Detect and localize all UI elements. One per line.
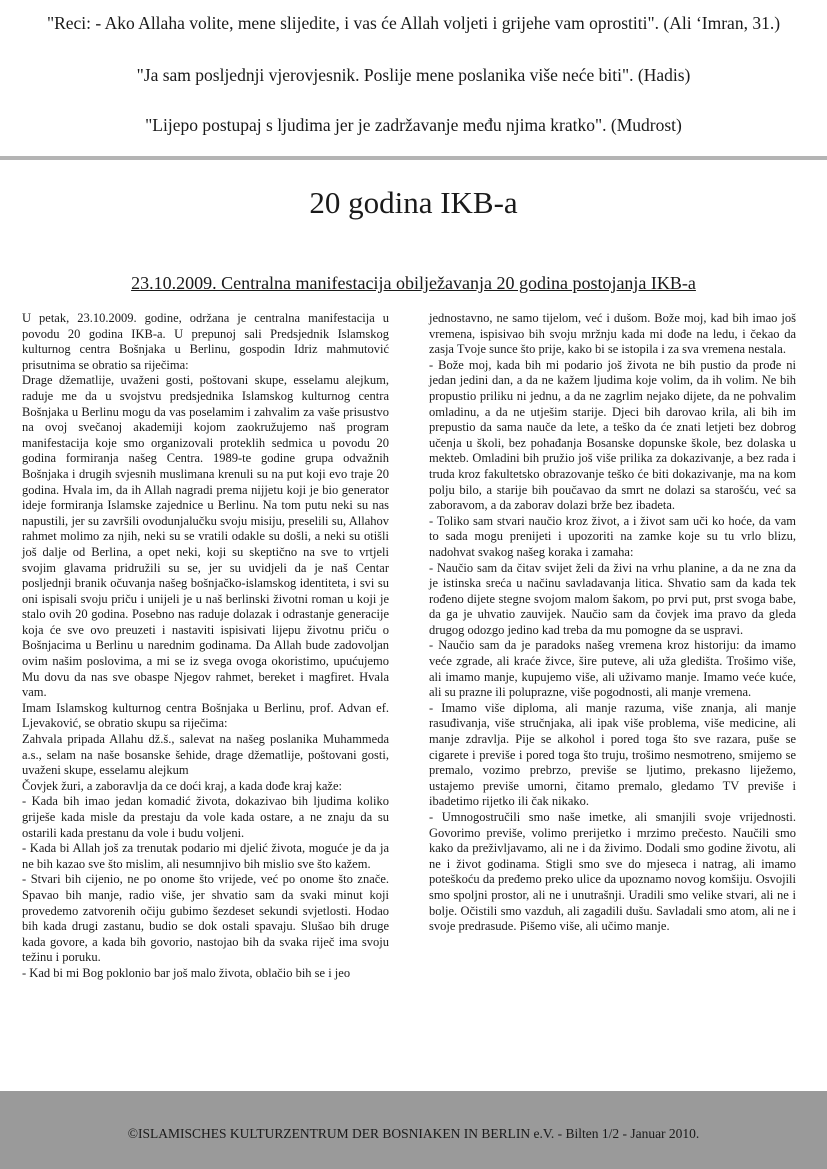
article-column-right	[429, 311, 796, 935]
paragraph: - Naučio sam da čitav svijet želi da živi na vrhu planine, a da ne zna da je istinska sreća u načinu savladavanja litica. Shvatio sam da kada tek rođeno dijete stegne svojom malom šakom, po prvi put, prst svoga babe, da ga je uhvatio zauvijek. Naučio sam da čovjek ima pravo da gleda drugog odozgo jedino kad treba da mu pomogne da se uspravi.	[429, 560, 796, 637]
paragraph: U petak, 23.10.2009. godine, održana je centralna manifestacija u povodu 20 godina IKB-a. U prepunoj sali Predsjednik Islamskog kulturnog centra Bošnjaka u Berlinu, gospodin Idriz mahmutović prisutnima se obratio sa riječima:	[22, 311, 389, 372]
quotes-header	[0, 0, 827, 160]
hadith-quote: "Ja sam posljednji vjerovjesnik. Poslije mene poslanika više neće biti". (Hadis)	[136, 65, 691, 85]
quran-quote: "Reci: - Ako Allaha volite, mene slijedite, i vas će Allah voljeti i grijehe vam oprostiti". (Ali ‘Imran, 31.)	[46, 13, 781, 33]
paragraph: - Umnogostručili smo naše imetke, ali smanjili svoje vrijednosti. Govorimo previše, volimo prerijetko i mrzimo prečesto. Naučili smo kako da preživljavamo, ali ne i da živimo. Dodali smo godine životu, ali ne i život godinama. Stigli smo sve do mjeseca i natrag, ali imamo poteškoću da pređemo preko ulice da upoznamo novog komšiju. Osvojili smo spoljni prostor, ali ne i unutrašnji. Uradili smo velike stvari, ali ne i bolje. Očistili smo vazduh, ali zagadili dušu. Savladali smo atom, ali ne i svoje predrasude. Pišemo više, ali učimo manje.	[429, 810, 796, 934]
paragraph: - Kad bi mi Bog poklonio bar još malo života, oblačio bih se i jeo	[22, 965, 351, 980]
article-title: 23.10.2009. Centralna manifestacija obilježavanja 20 godina postojanja IKB-a	[131, 273, 696, 293]
footer-copyright: ©ISLAMISCHES KULTURZENTRUM DER BOSNIAKEN IN BERLIN e.V. - Bilten 1/2 - Januar 2010.	[127, 1126, 700, 1141]
paragraph: Drage džematlije, uvaženi gosti, poštovani skupe, esselamu alejkum, raduje me da u svojstvu predsjednika Islamskog kulturnog centra Bošnjaka u Berlinu mogu da vas poselamim i zahvalim za vaše prisustvo na ovoj svečanoj akademiji kojom zaokružujemo naš program manifestacija koje smo organizovali proteklih sedmica u povodu 20 godina formiranja našeg Centra. 1989-te godine grupa odvažnih Bošnjaka i drugih svjesnih muslimana krenuli su na put koji evo traje 20 godina. Hvala im, da ih Allah nagradi prema nijjetu koji je bio generator ideje formiranja Islamske zajednice u Berlinu. Na tom putu neki su nas napustili, jer su završili ovodunjalučku svoju misiju, preselili su, Allahov rahmet molimo za njih, neki su se vratili odakle su došli, a neki su otišli još dalje od Berlina, a opet neki, koji su skeptično na sve to vrtjeli svojim glavama pridružili su se, jer su uvidjeli da je naš Centar posljednji branik očuvanja našeg bošnjačko-islamskog identiteta, i svi su oni ispisali svoju priču i unijeli je u naš berlinski životni roman u koji je stalo ovih 20 godina. Posebno nas raduje dolazak i odrastanje generacije koja će sve ovo preuzeti i nastaviti ispisivati lijepu životnu priču o Bošnjacima u Berlinu u narednim godinama. Da Allah bude zadovoljan ovim našim poslovima, a mi se iz svega ovoga okoristimo, upućujemo Mu dovu da nas sve obaspe Njegov rahmet, bereket i magfiret. Hvala vam.	[22, 373, 389, 700]
page-title: 20 godina IKB-a	[309, 185, 518, 220]
paragraph: - Bože moj, kada bih mi podario još života ne bih pustio da prođe ni jedan jedini dan, a da ne kažem ljudima koje volim, da ih volim. Ne bih propustio priliku ni jednu, a da ne zagrlim nejako dijete, da ne pohvalim omladinu, a da ne utješim starije. Djeci bih darovao krila, ali bih im prepustio da sama nauče da lete, a teško da će znati letjeti bez dobrog učenja u školi, bez pohađanja Bosanske dopunske škole, bez dolaska u mekteb. Omladini bih pružio još više prilika za dokazivanje, a bez rada i truda kroz fakultetsko obrazovanje teško će biti dokazivanje, ma na kom polju bilo, a starije bih poučavao da smrt ne dolazi sa starošću, već sa zaboravom, a da zaborav dolazi brže bez ibadeta.	[429, 357, 796, 513]
paragraph: - Kada bih imao jedan komadić života, dokazivao bih ljudima koliko griješe kada misle da prestaju da vole kada ostare, a ne znaju da su ostarili kada prestanu da vole i budu voljeni.	[22, 794, 389, 840]
paragraph: - Imamo više diploma, ali manje razuma, više znanja, ali manje rasuđivanja, više stručnjaka, ali ipak više problema, više medicine, ali manje zdravlja. Pije se alkohol i pored toga što sve razara, puše se cigarete i previše i pored toga što truju, trošimo nesmotreno, smijemo se premalo, vozimo prebrzo, previše se ljutimo, prekasno liježemo, ustajemo previše umorni, čitamo premalo, gledamo TV previše i ibadetimo rijetko ili čak nikako.	[429, 700, 796, 809]
paragraph: Imam Islamskog kulturnog centra Bošnjaka u Berlinu, prof. Advan ef. Ljevaković, se obratio skupu sa riječima:	[22, 700, 389, 731]
paragraph: - Toliko sam stvari naučio kroz život, a i život sam uči ko hoće, da vam to sada mogu prenijeti i upozoriti na zamke koje su tu vrlo blizu, nadohvat svakog našeg koraka i zamaha:	[429, 513, 796, 559]
paragraph: Zahvala pripada Allahu dž.š., salevat na našeg poslanika Muhammeda a.s., selam na naše bosanske šehide, drage džematlije, poštovani gosti, uvaženi skupe, esselamu alejkum	[22, 732, 389, 778]
wisdom-quote: "Lijepo postupaj s ljudima jer je zadržavanje među njima kratko". (Mudrost)	[145, 115, 682, 135]
paragraph: jednostavno, ne samo tijelom, već i dušom. Bože moj, kad bih imao još vremena, ispisivao bih svoju mržnju kada mi dođe na ledu, i čekao da zasja Tvoje sunce što prije, kako bi se istopila i za sva vremena nestala.	[429, 311, 796, 357]
article-column-left	[22, 311, 389, 982]
paragraph: - Naučio sam da je paradoks našeg vremena kroz historiju: da imamo veće zgrade, ali kraće živce, šire puteve, ali uža gledišta. Trošimo više, ali imamo manje, kupujemo više, ali uživamo manje. Imamo veće kuće, ali su prazne ili poluprazne, više pogodnosti, ali manje vremena.	[429, 638, 796, 700]
paragraph: - Stvari bih cijenio, ne po onome što vrijede, već po onome što znače. Spavao bih manje, radio više, jer shvatio sam da svaki minut koji provedemo zatvorenih očiju gubimo šezdeset sekundi svjetlosti. Hodao bih kada drugi zastanu, budio se dok ostali spavaju. Slušao bih druge kada govore, a kada bih govorio, nastojao bih da svaka riječ ima svoju težinu i poruku.	[22, 872, 389, 965]
paragraph: - Kada bi Allah još za trenutak podario mi djelić života, moguće je da ja ne bih kazao sve što mislim, ali nesumnjivo bih mislio sve što kažem.	[22, 841, 389, 871]
paragraph: Čovjek žuri, a zaboravlja da ce doći kraj, a kada dođe kraj kaže:	[22, 778, 342, 793]
